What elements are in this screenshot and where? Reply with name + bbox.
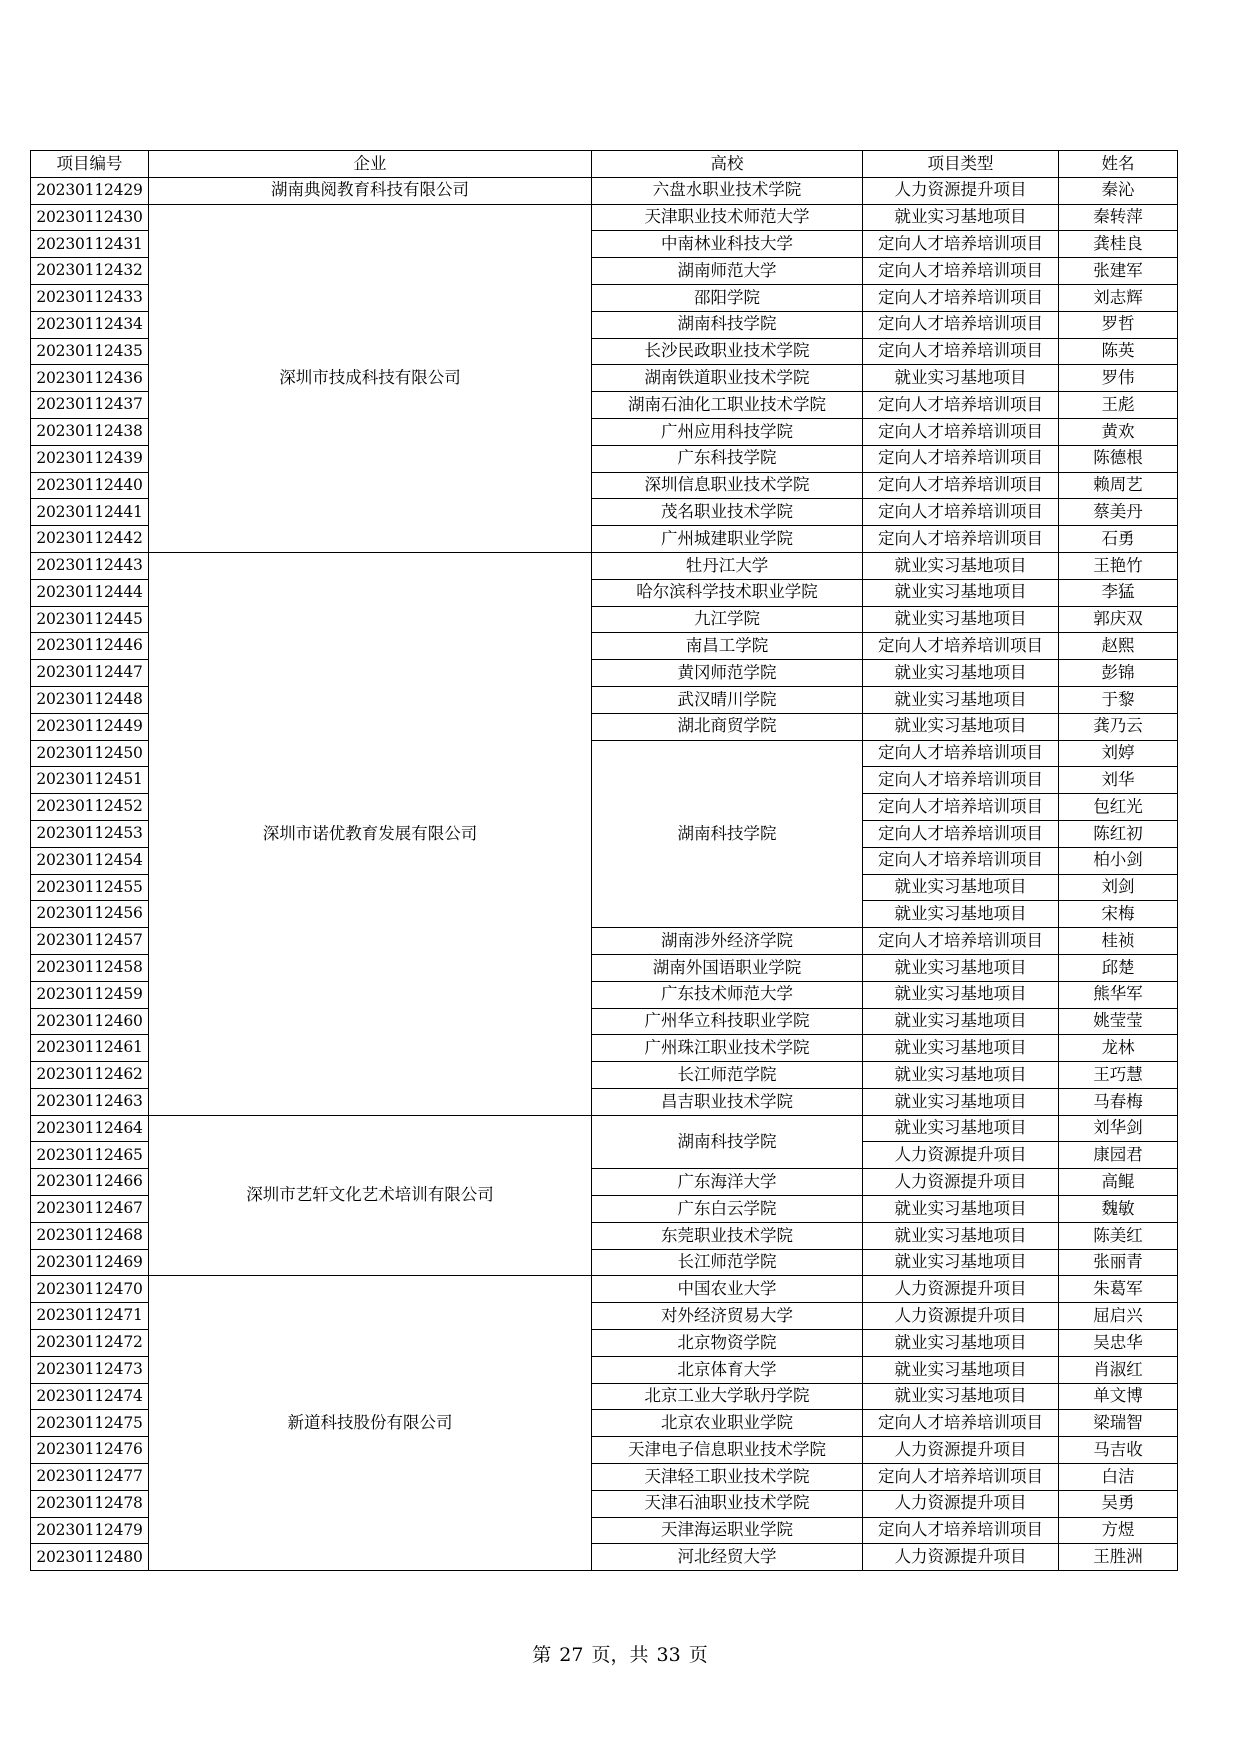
cell-project-type: 定向人才培养培训项目 bbox=[863, 231, 1059, 258]
cell-school: 长江师范学院 bbox=[592, 1249, 863, 1276]
cell-school: 北京体育大学 bbox=[592, 1356, 863, 1383]
cell-project-id: 20230112447 bbox=[31, 660, 149, 687]
cell-project-type: 定向人才培养培训项目 bbox=[863, 392, 1059, 419]
cell-name: 罗哲 bbox=[1059, 311, 1178, 338]
cell-school: 湖南铁道职业技术学院 bbox=[592, 365, 863, 392]
cell-project-id: 20230112476 bbox=[31, 1437, 149, 1464]
cell-project-type: 定向人才培养培训项目 bbox=[863, 633, 1059, 660]
cell-project-id: 20230112452 bbox=[31, 794, 149, 821]
cell-school: 中南林业科技大学 bbox=[592, 231, 863, 258]
cell-project-type: 就业实习基地项目 bbox=[863, 1115, 1059, 1142]
cell-name: 魏敏 bbox=[1059, 1196, 1178, 1223]
cell-project-id: 20230112431 bbox=[31, 231, 149, 258]
header-company: 企业 bbox=[149, 151, 592, 178]
cell-project-type: 人力资源提升项目 bbox=[863, 177, 1059, 204]
cell-project-type: 人力资源提升项目 bbox=[863, 1544, 1059, 1571]
cell-project-type: 就业实习基地项目 bbox=[863, 1356, 1059, 1383]
cell-project-type: 就业实习基地项目 bbox=[863, 1249, 1059, 1276]
cell-school: 广州华立科技职业学院 bbox=[592, 1008, 863, 1035]
cell-name: 龚桂良 bbox=[1059, 231, 1178, 258]
header-project-id: 项目编号 bbox=[31, 151, 149, 178]
cell-school: 天津轻工职业技术学院 bbox=[592, 1464, 863, 1491]
cell-project-id: 20230112467 bbox=[31, 1196, 149, 1223]
cell-name: 刘华 bbox=[1059, 767, 1178, 794]
cell-project-type: 定向人才培养培训项目 bbox=[863, 445, 1059, 472]
cell-project-id: 20230112456 bbox=[31, 901, 149, 928]
cell-project-id: 20230112477 bbox=[31, 1464, 149, 1491]
cell-project-id: 20230112438 bbox=[31, 418, 149, 445]
page-footer: 第 27 页，共 33 页 bbox=[532, 1644, 708, 1666]
table-row bbox=[31, 552, 1178, 579]
cell-project-id: 20230112465 bbox=[31, 1142, 149, 1169]
cell-project-type: 就业实习基地项目 bbox=[863, 365, 1059, 392]
cell-name: 李猛 bbox=[1059, 579, 1178, 606]
cell-project-id: 20230112464 bbox=[31, 1115, 149, 1142]
cell-project-type: 定向人才培养培训项目 bbox=[863, 1517, 1059, 1544]
cell-project-type: 人力资源提升项目 bbox=[863, 1303, 1059, 1330]
cell-school: 牡丹江大学 bbox=[592, 552, 863, 579]
cell-name: 刘婷 bbox=[1059, 740, 1178, 767]
cell-project-id: 20230112432 bbox=[31, 258, 149, 285]
cell-name: 张建军 bbox=[1059, 258, 1178, 285]
cell-school: 北京物资学院 bbox=[592, 1330, 863, 1357]
cell-name: 王胜洲 bbox=[1059, 1544, 1178, 1571]
cell-name: 刘剑 bbox=[1059, 874, 1178, 901]
cell-school: 湖南科技学院 bbox=[592, 311, 863, 338]
table-body bbox=[31, 177, 1178, 1570]
cell-name: 马春梅 bbox=[1059, 1088, 1178, 1115]
cell-school: 天津电子信息职业技术学院 bbox=[592, 1437, 863, 1464]
cell-project-id: 20230112473 bbox=[31, 1356, 149, 1383]
cell-name: 熊华军 bbox=[1059, 981, 1178, 1008]
cell-project-type: 定向人才培养培训项目 bbox=[863, 338, 1059, 365]
cell-project-type: 定向人才培养培训项目 bbox=[863, 258, 1059, 285]
cell-project-type: 就业实习基地项目 bbox=[863, 579, 1059, 606]
cell-name: 罗伟 bbox=[1059, 365, 1178, 392]
cell-project-id: 20230112455 bbox=[31, 874, 149, 901]
cell-school: 湖北商贸学院 bbox=[592, 713, 863, 740]
cell-project-id: 20230112480 bbox=[31, 1544, 149, 1571]
cell-school: 北京农业职业学院 bbox=[592, 1410, 863, 1437]
cell-project-type: 定向人才培养培训项目 bbox=[863, 1464, 1059, 1491]
cell-project-id: 20230112437 bbox=[31, 392, 149, 419]
cell-school: 长江师范学院 bbox=[592, 1062, 863, 1089]
cell-project-id: 20230112459 bbox=[31, 981, 149, 1008]
cell-project-id: 20230112466 bbox=[31, 1169, 149, 1196]
cell-project-id: 20230112435 bbox=[31, 338, 149, 365]
cell-project-id: 20230112454 bbox=[31, 847, 149, 874]
cell-school: 天津海运职业学院 bbox=[592, 1517, 863, 1544]
cell-school: 武汉晴川学院 bbox=[592, 686, 863, 713]
cell-project-id: 20230112458 bbox=[31, 954, 149, 981]
cell-name: 高鲲 bbox=[1059, 1169, 1178, 1196]
cell-project-type: 定向人才培养培训项目 bbox=[863, 499, 1059, 526]
cell-school: 广东技术师范大学 bbox=[592, 981, 863, 1008]
cell-school: 昌吉职业技术学院 bbox=[592, 1088, 863, 1115]
cell-name: 石勇 bbox=[1059, 526, 1178, 553]
cell-school: 广东海洋大学 bbox=[592, 1169, 863, 1196]
cell-project-id: 20230112446 bbox=[31, 633, 149, 660]
cell-company: 深圳市艺轩文化艺术培训有限公司 bbox=[149, 1115, 592, 1276]
cell-name: 梁瑞智 bbox=[1059, 1410, 1178, 1437]
cell-project-id: 20230112444 bbox=[31, 579, 149, 606]
cell-project-id: 20230112460 bbox=[31, 1008, 149, 1035]
cell-project-type: 人力资源提升项目 bbox=[863, 1276, 1059, 1303]
cell-project-type: 就业实习基地项目 bbox=[863, 713, 1059, 740]
cell-name: 秦转萍 bbox=[1059, 204, 1178, 231]
cell-school: 对外经济贸易大学 bbox=[592, 1303, 863, 1330]
cell-name: 刘志辉 bbox=[1059, 284, 1178, 311]
cell-school: 茂名职业技术学院 bbox=[592, 499, 863, 526]
cell-school: 天津石油职业技术学院 bbox=[592, 1490, 863, 1517]
cell-project-id: 20230112474 bbox=[31, 1383, 149, 1410]
cell-project-type: 定向人才培养培训项目 bbox=[863, 820, 1059, 847]
cell-name: 于黎 bbox=[1059, 686, 1178, 713]
cell-school: 中国农业大学 bbox=[592, 1276, 863, 1303]
cell-name: 王艳竹 bbox=[1059, 552, 1178, 579]
cell-name: 赵熙 bbox=[1059, 633, 1178, 660]
cell-school: 湖南涉外经济学院 bbox=[592, 928, 863, 955]
cell-project-id: 20230112442 bbox=[31, 526, 149, 553]
table-row bbox=[31, 1276, 1178, 1303]
cell-project-id: 20230112436 bbox=[31, 365, 149, 392]
cell-name: 姚莹莹 bbox=[1059, 1008, 1178, 1035]
cell-name: 单文博 bbox=[1059, 1383, 1178, 1410]
cell-project-type: 定向人才培养培训项目 bbox=[863, 794, 1059, 821]
cell-project-type: 定向人才培养培训项目 bbox=[863, 418, 1059, 445]
cell-project-id: 20230112441 bbox=[31, 499, 149, 526]
cell-project-type: 人力资源提升项目 bbox=[863, 1437, 1059, 1464]
cell-project-type: 就业实习基地项目 bbox=[863, 981, 1059, 1008]
table-row bbox=[31, 1115, 1178, 1142]
cell-project-id: 20230112434 bbox=[31, 311, 149, 338]
cell-project-type: 定向人才培养培训项目 bbox=[863, 284, 1059, 311]
cell-project-id: 20230112429 bbox=[31, 177, 149, 204]
cell-project-id: 20230112430 bbox=[31, 204, 149, 231]
cell-project-type: 定向人才培养培训项目 bbox=[863, 472, 1059, 499]
cell-company: 深圳市诺优教育发展有限公司 bbox=[149, 552, 592, 1115]
cell-project-id: 20230112451 bbox=[31, 767, 149, 794]
cell-company: 深圳市技成科技有限公司 bbox=[149, 204, 592, 552]
cell-project-id: 20230112445 bbox=[31, 606, 149, 633]
cell-school: 广东白云学院 bbox=[592, 1196, 863, 1223]
cell-project-id: 20230112440 bbox=[31, 472, 149, 499]
header-row bbox=[31, 151, 1178, 178]
cell-company: 新道科技股份有限公司 bbox=[149, 1276, 592, 1571]
cell-project-type: 人力资源提升项目 bbox=[863, 1142, 1059, 1169]
cell-name: 吴勇 bbox=[1059, 1490, 1178, 1517]
cell-project-type: 定向人才培养培训项目 bbox=[863, 847, 1059, 874]
cell-project-type: 就业实习基地项目 bbox=[863, 686, 1059, 713]
cell-school: 东莞职业技术学院 bbox=[592, 1222, 863, 1249]
cell-project-id: 20230112461 bbox=[31, 1035, 149, 1062]
cell-school: 广东科技学院 bbox=[592, 445, 863, 472]
cell-school: 湖南外国语职业学院 bbox=[592, 954, 863, 981]
cell-name: 包红光 bbox=[1059, 794, 1178, 821]
cell-project-type: 定向人才培养培训项目 bbox=[863, 740, 1059, 767]
header-school: 高校 bbox=[592, 151, 863, 178]
cell-project-type: 就业实习基地项目 bbox=[863, 1088, 1059, 1115]
cell-project-type: 就业实习基地项目 bbox=[863, 1383, 1059, 1410]
header-project-type: 项目类型 bbox=[863, 151, 1059, 178]
cell-project-id: 20230112479 bbox=[31, 1517, 149, 1544]
cell-school: 南昌工学院 bbox=[592, 633, 863, 660]
cell-school: 长沙民政职业技术学院 bbox=[592, 338, 863, 365]
cell-school: 河北经贸大学 bbox=[592, 1544, 863, 1571]
cell-name: 吴忠华 bbox=[1059, 1330, 1178, 1357]
cell-school: 湖南科技学院 bbox=[592, 1115, 863, 1169]
cell-name: 黄欢 bbox=[1059, 418, 1178, 445]
cell-name: 康园君 bbox=[1059, 1142, 1178, 1169]
cell-project-type: 就业实习基地项目 bbox=[863, 954, 1059, 981]
cell-name: 郭庆双 bbox=[1059, 606, 1178, 633]
cell-project-id: 20230112471 bbox=[31, 1303, 149, 1330]
header-name: 姓名 bbox=[1059, 151, 1178, 178]
cell-school: 黄冈师范学院 bbox=[592, 660, 863, 687]
cell-project-type: 就业实习基地项目 bbox=[863, 660, 1059, 687]
cell-project-type: 就业实习基地项目 bbox=[863, 1330, 1059, 1357]
cell-project-type: 就业实习基地项目 bbox=[863, 1196, 1059, 1223]
cell-name: 柏小剑 bbox=[1059, 847, 1178, 874]
cell-name: 陈美红 bbox=[1059, 1222, 1178, 1249]
cell-name: 肖淑红 bbox=[1059, 1356, 1178, 1383]
cell-project-type: 人力资源提升项目 bbox=[863, 1169, 1059, 1196]
cell-name: 龚乃云 bbox=[1059, 713, 1178, 740]
table-row bbox=[31, 177, 1178, 204]
cell-project-id: 20230112462 bbox=[31, 1062, 149, 1089]
cell-project-type: 就业实习基地项目 bbox=[863, 1222, 1059, 1249]
cell-project-type: 就业实习基地项目 bbox=[863, 1062, 1059, 1089]
cell-name: 朱葛军 bbox=[1059, 1276, 1178, 1303]
cell-project-id: 20230112433 bbox=[31, 284, 149, 311]
cell-school: 哈尔滨科学技术职业学院 bbox=[592, 579, 863, 606]
cell-project-type: 就业实习基地项目 bbox=[863, 901, 1059, 928]
cell-school: 北京工业大学耿丹学院 bbox=[592, 1383, 863, 1410]
cell-project-type: 人力资源提升项目 bbox=[863, 1490, 1059, 1517]
cell-project-id: 20230112450 bbox=[31, 740, 149, 767]
cell-project-id: 20230112475 bbox=[31, 1410, 149, 1437]
cell-name: 桂祯 bbox=[1059, 928, 1178, 955]
cell-project-type: 就业实习基地项目 bbox=[863, 1008, 1059, 1035]
cell-school: 湖南科技学院 bbox=[592, 740, 863, 928]
cell-project-id: 20230112470 bbox=[31, 1276, 149, 1303]
cell-project-id: 20230112478 bbox=[31, 1490, 149, 1517]
cell-project-id: 20230112472 bbox=[31, 1330, 149, 1357]
cell-project-id: 20230112449 bbox=[31, 713, 149, 740]
cell-school: 深圳信息职业技术学院 bbox=[592, 472, 863, 499]
cell-school: 广州珠江职业技术学院 bbox=[592, 1035, 863, 1062]
cell-project-type: 定向人才培养培训项目 bbox=[863, 526, 1059, 553]
cell-school: 邵阳学院 bbox=[592, 284, 863, 311]
cell-project-type: 定向人才培养培训项目 bbox=[863, 928, 1059, 955]
cell-name: 邱楚 bbox=[1059, 954, 1178, 981]
cell-name: 宋梅 bbox=[1059, 901, 1178, 928]
cell-name: 陈英 bbox=[1059, 338, 1178, 365]
cell-name: 赖周艺 bbox=[1059, 472, 1178, 499]
cell-project-id: 20230112448 bbox=[31, 686, 149, 713]
cell-name: 马吉收 bbox=[1059, 1437, 1178, 1464]
cell-name: 陈德根 bbox=[1059, 445, 1178, 472]
cell-name: 张丽青 bbox=[1059, 1249, 1178, 1276]
cell-project-type: 定向人才培养培训项目 bbox=[863, 311, 1059, 338]
cell-name: 方煜 bbox=[1059, 1517, 1178, 1544]
cell-name: 陈红初 bbox=[1059, 820, 1178, 847]
cell-project-type: 就业实习基地项目 bbox=[863, 606, 1059, 633]
cell-project-id: 20230112453 bbox=[31, 820, 149, 847]
cell-project-type: 定向人才培养培训项目 bbox=[863, 767, 1059, 794]
cell-project-type: 就业实习基地项目 bbox=[863, 874, 1059, 901]
cell-project-type: 定向人才培养培训项目 bbox=[863, 1410, 1059, 1437]
cell-name: 龙林 bbox=[1059, 1035, 1178, 1062]
cell-name: 秦沁 bbox=[1059, 177, 1178, 204]
cell-school: 六盘水职业技术学院 bbox=[592, 177, 863, 204]
cell-name: 王彪 bbox=[1059, 392, 1178, 419]
cell-school: 天津职业技术师范大学 bbox=[592, 204, 863, 231]
cell-project-id: 20230112457 bbox=[31, 928, 149, 955]
cell-company: 湖南典阅教育科技有限公司 bbox=[149, 177, 592, 204]
cell-project-id: 20230112443 bbox=[31, 552, 149, 579]
table-row bbox=[31, 204, 1178, 231]
cell-name: 刘华剑 bbox=[1059, 1115, 1178, 1142]
cell-project-id: 20230112439 bbox=[31, 445, 149, 472]
cell-name: 彭锦 bbox=[1059, 660, 1178, 687]
cell-school: 九江学院 bbox=[592, 606, 863, 633]
cell-project-type: 就业实习基地项目 bbox=[863, 1035, 1059, 1062]
cell-school: 湖南师范大学 bbox=[592, 258, 863, 285]
cell-project-type: 就业实习基地项目 bbox=[863, 204, 1059, 231]
cell-project-id: 20230112469 bbox=[31, 1249, 149, 1276]
cell-project-type: 就业实习基地项目 bbox=[863, 552, 1059, 579]
cell-name: 屈启兴 bbox=[1059, 1303, 1178, 1330]
cell-project-id: 20230112463 bbox=[31, 1088, 149, 1115]
cell-name: 蔡美丹 bbox=[1059, 499, 1178, 526]
project-table bbox=[30, 150, 1178, 1571]
cell-school: 广州城建职业学院 bbox=[592, 526, 863, 553]
cell-name: 王巧慧 bbox=[1059, 1062, 1178, 1089]
cell-project-id: 20230112468 bbox=[31, 1222, 149, 1249]
cell-name: 白洁 bbox=[1059, 1464, 1178, 1491]
cell-school: 湖南石油化工职业技术学院 bbox=[592, 392, 863, 419]
cell-school: 广州应用科技学院 bbox=[592, 418, 863, 445]
